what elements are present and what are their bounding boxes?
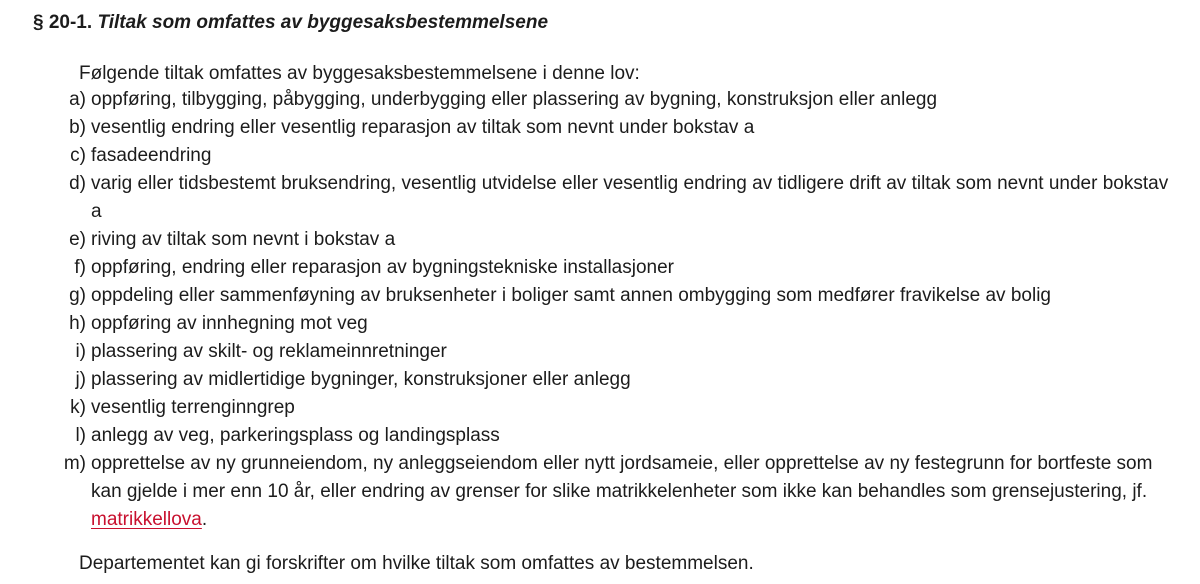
list-item-text: oppføring, tilbygging, påbygging, underbygging eller plassering av bygning, konstruksjon eller anlegg (91, 89, 938, 110)
list-item-text (91, 450, 1171, 534)
list-item-text: vesentlig endring eller vesentlig reparasjon av tiltak som nevnt under bokstav a (91, 117, 755, 138)
list-marker: e) (69, 229, 86, 250)
list-item-text: riving av tiltak som nevnt i bokstav a (91, 229, 396, 250)
list-marker: g) (69, 285, 86, 306)
closing-paragraph: Departementet kan gi forskrifter om hvilke tiltak som omfattes av bestemmelsen. (79, 553, 754, 574)
list-item-text-body: opprettelse av ny grunneiendom, ny anleggseiendom eller nytt jordsameie, eller opprettelse av ny festegrunn for bortfeste som kan gjelde i mer enn 10 år, eller endring av grenser for slike matrikkelenheter som ikke kan behandles som grensejustering, jf. (91, 453, 1153, 502)
matrikkellova-link[interactable]: matrikkellova (91, 509, 202, 530)
list-marker: m) (63, 453, 86, 474)
list-marker: h) (69, 313, 86, 334)
list-marker: i) (75, 341, 86, 362)
section-title: Tiltak som omfattes av byggesaksbestemmelsene (97, 12, 549, 33)
measures-list (0, 86, 1200, 534)
list-item-l (0, 422, 1200, 450)
list-marker: d) (69, 173, 86, 194)
section-number: § 20-1. (33, 12, 93, 33)
list-item-text: fasadeendring (91, 145, 212, 166)
list-item-text: oppføring av innhegning mot veg (91, 313, 368, 334)
list-item-text: varig eller tidsbestemt bruksendring, vesentlig utvidelse eller vesentlig endring av tidligere drift av tiltak som nevnt under bokstav a (91, 173, 1169, 222)
list-marker: l) (75, 425, 86, 446)
list-item-e (0, 226, 1200, 254)
list-item-text: oppdeling eller sammenføyning av bruksenheter i boliger samt annen ombygging som medfører fravikelse av bolig (91, 285, 1051, 306)
list-marker: c) (70, 145, 86, 166)
list-item-g (0, 282, 1200, 310)
list-marker: b) (69, 117, 86, 138)
list-item-f (0, 254, 1200, 282)
section-heading (33, 10, 548, 36)
list-item-i (0, 338, 1200, 366)
list-item-b (0, 114, 1200, 142)
list-item-h (0, 310, 1200, 338)
list-item-text: oppføring, endring eller reparasjon av bygningstekniske installasjoner (91, 257, 674, 278)
list-marker: j) (75, 369, 86, 390)
list-item-text-suffix: . (201, 509, 208, 530)
list-item-c (0, 142, 1200, 170)
list-item-k (0, 394, 1200, 422)
list-item-text: anlegg av veg, parkeringsplass og landingsplass (91, 425, 500, 446)
list-item-text: vesentlig terrenginngrep (91, 397, 295, 418)
list-marker: f) (74, 257, 86, 278)
list-marker: k) (70, 397, 86, 418)
section-intro: Følgende tiltak omfattes av byggesaksbestemmelsene i denne lov: (79, 63, 640, 84)
list-item-text: plassering av skilt- og reklameinnretninger (91, 341, 447, 362)
list-item-j (0, 366, 1200, 394)
list-item-a (0, 86, 1200, 114)
list-marker: a) (69, 89, 86, 110)
list-item-m (0, 450, 1200, 534)
list-item-text: plassering av midlertidige bygninger, konstruksjoner eller anlegg (91, 369, 631, 390)
list-item-d (0, 170, 1200, 226)
